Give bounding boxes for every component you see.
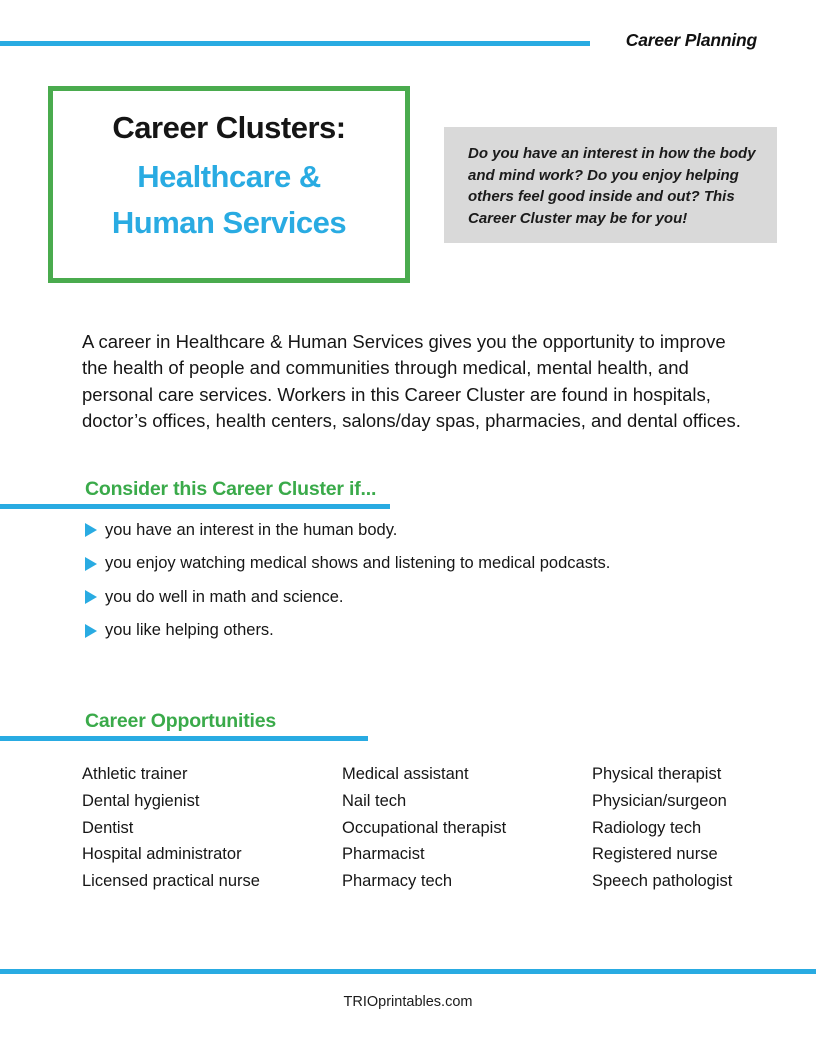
triangle-bullet-icon (85, 557, 97, 571)
title-box (48, 86, 410, 283)
header-label: Career Planning (625, 30, 757, 50)
consider-bullet-list (85, 520, 725, 654)
career-opportunities-grid (82, 761, 762, 895)
footer-accent-rule (0, 969, 816, 974)
career-column-2 (342, 761, 592, 895)
career-item: Pharmacy tech (342, 872, 453, 891)
career-item: Athletic trainer (82, 765, 188, 783)
career-item: Physician/surgeon (592, 791, 727, 810)
career-item: Dentist (82, 818, 134, 837)
career-item: Pharmacist (342, 845, 425, 864)
career-item: Hospital administrator (82, 845, 242, 864)
footer-site-name: TRIOprintables.com (343, 994, 473, 1010)
bullet-text: you have an interest in the human body. (105, 520, 398, 539)
bullet-text: you do well in math and science. (105, 587, 344, 606)
triangle-bullet-icon (85, 590, 97, 604)
opportunities-heading-rule (0, 736, 368, 741)
consider-section-heading: Consider this Career Cluster if... (85, 478, 377, 500)
career-column-1 (82, 761, 342, 895)
consider-heading-rule (0, 504, 390, 509)
career-item: Registered nurse (592, 845, 718, 864)
page-title-cluster-line1: Healthcare & (137, 159, 321, 194)
page-title-cluster-line2: Human Services (111, 205, 347, 240)
career-item: Medical assistant (342, 765, 469, 783)
career-item: Radiology tech (592, 818, 702, 837)
career-item: Licensed practical nurse (82, 872, 260, 891)
opportunities-section-heading: Career Opportunities (85, 710, 277, 732)
list-item (85, 554, 725, 574)
career-column-3 (592, 761, 816, 895)
triangle-bullet-icon (85, 523, 97, 537)
intro-callout: Do you have an interest in how the body and mind work? Do you enjoy helping others feel good inside and out? This Career Cluster may be for you! (444, 127, 777, 243)
bullet-text: you enjoy watching medical shows and listening to medical podcasts. (105, 554, 611, 572)
career-item: Speech pathologist (592, 872, 733, 891)
list-item (85, 621, 725, 641)
list-item (85, 520, 725, 540)
page-title-prefix: Career Clusters: (112, 110, 346, 145)
bullet-text: you like helping others. (105, 621, 274, 639)
career-item: Occupational therapist (342, 818, 507, 837)
triangle-bullet-icon (85, 624, 97, 638)
career-item: Dental hygienist (82, 791, 200, 810)
header-accent-rule (0, 41, 590, 46)
career-item: Nail tech (342, 791, 407, 810)
list-item (85, 587, 725, 607)
career-item: Physical therapist (592, 765, 722, 783)
cluster-description: A career in Healthcare & Human Services gives you the opportunity to improve the health of people and communities through medical, mental health, and personal care services. Workers in this Career Cluster are found in hospitals, doctor’s offices, health centers, salons/day spas, pharmacies, and dental offices. (82, 331, 741, 431)
